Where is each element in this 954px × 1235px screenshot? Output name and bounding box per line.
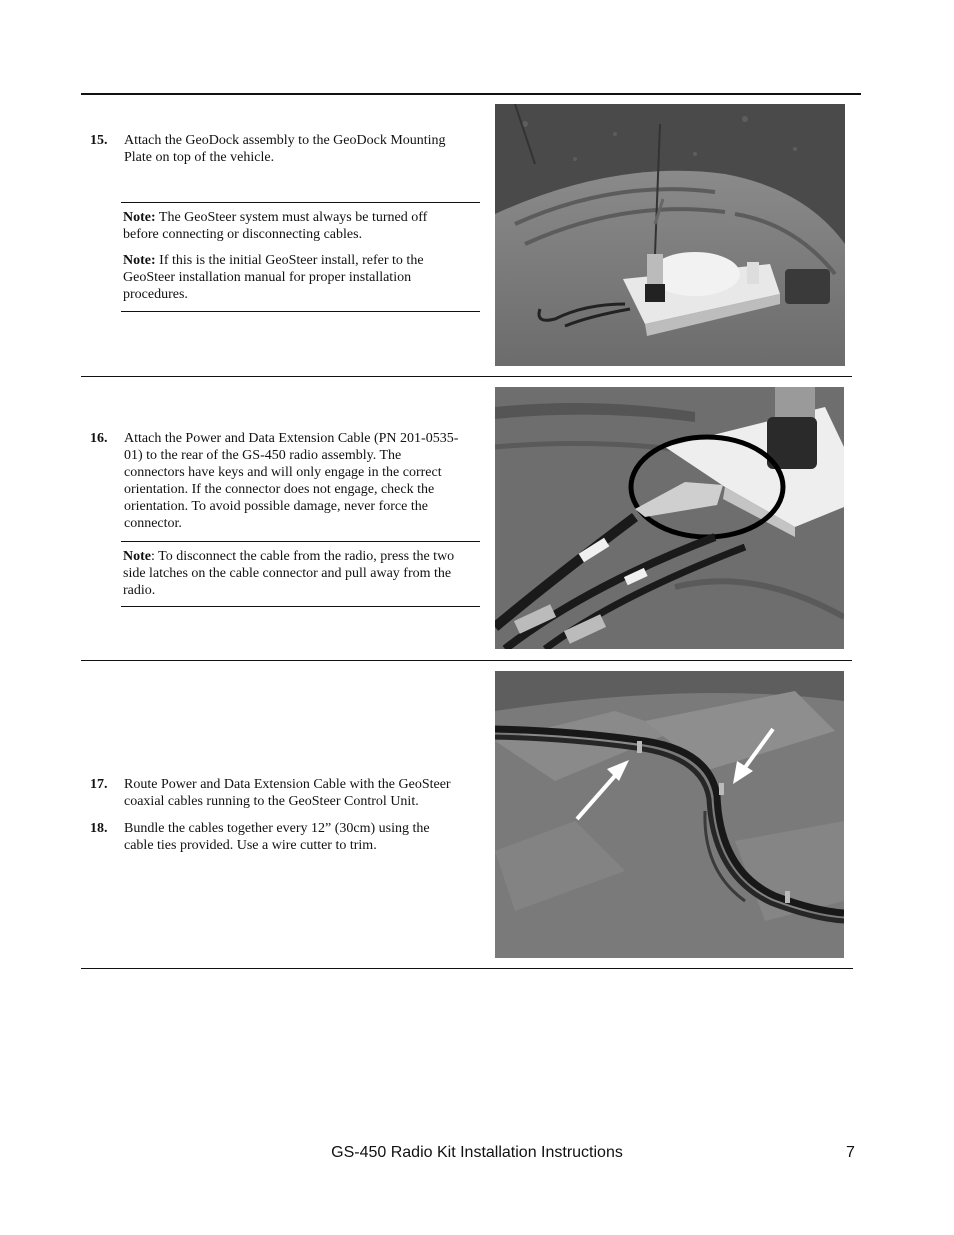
note-gs-off: Note: The GeoSteer system must always be turned off before connecting or disconnecting cables. — [123, 210, 428, 242]
note-disconnect-cable: Note: To disconnect the cable from the radio, press the two side latches on the cable connector and pull away from the radio. — [123, 549, 455, 598]
step-number: 15. — [90, 133, 108, 148]
top-rule — [81, 93, 861, 95]
step-number: 16. — [90, 431, 108, 446]
step-text: Bundle the cables together every 12” (30cm) using the cable ties provided. Use a wire cutter to trim. — [124, 821, 430, 853]
photo-cable-graphic — [495, 671, 844, 958]
step-text: Attach the GeoDock assembly to the GeoDock Mounting Plate on top of the vehicle. — [124, 133, 446, 165]
section-rule-1 — [81, 376, 852, 377]
note-box-2 — [121, 541, 480, 607]
footer-title: GS-450 Radio Kit Installation Instructions — [331, 1144, 623, 1161]
note-initial-install: Note: If this is the initial GeoSteer install, refer to the GeoSteer installation manual for proper installation procedures. — [123, 253, 424, 302]
page-number: 7 — [846, 1144, 855, 1161]
note-box-1 — [121, 202, 480, 312]
photo-cable-routing — [495, 671, 844, 958]
section-rule-2 — [81, 660, 852, 661]
step-text: Route Power and Data Extension Cable with the GeoSteer coaxial cables running to the GeoSteer Control Unit. — [124, 777, 451, 809]
photo-connector-detail — [495, 387, 844, 649]
step-text: Attach the Power and Data Extension Cable (PN 201-0535- 01) to the rear of the GS-450 radio assembly. The connectors have keys and will only engage in the correct orientation. If the connector does not engage, check the orientation. To avoid possible damage, never force the connector. — [124, 431, 459, 531]
step-17 — [90, 776, 480, 810]
step-18 — [90, 820, 480, 854]
step-number: 18. — [90, 821, 108, 836]
photo-connector-graphic — [495, 387, 844, 649]
photo-geodock-graphic — [495, 104, 845, 366]
photo-geodock-mounted — [495, 104, 845, 366]
step-16 — [90, 430, 480, 534]
section-rule-3 — [81, 968, 853, 969]
step-number: 17. — [90, 777, 108, 792]
step-15 — [90, 132, 480, 172]
